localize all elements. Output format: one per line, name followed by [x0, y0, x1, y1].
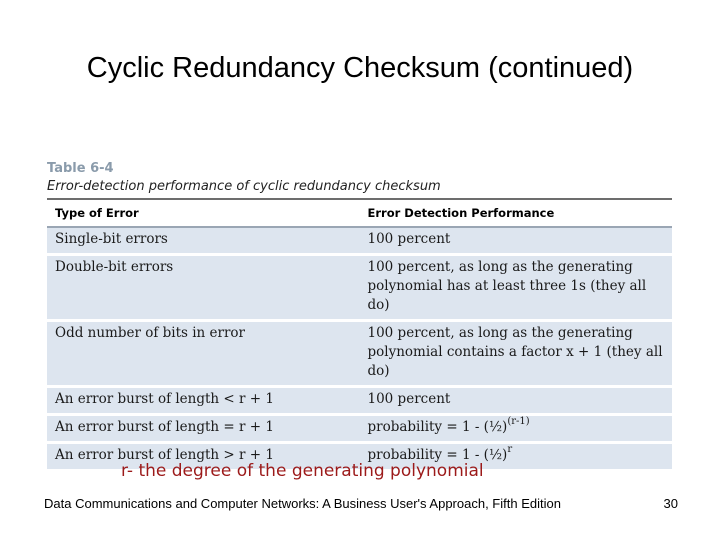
performance-cell — [360, 415, 673, 443]
slide-title: Cyclic Redundancy Checksum (continued) — [86, 52, 634, 84]
error-type-cell: Double-bit errors — [47, 255, 360, 321]
performance-text: probability = 1 - (½) — [367, 419, 508, 435]
performance-text: 100 percent — [367, 391, 451, 407]
table-row — [47, 415, 672, 443]
degree-note: r- the degree of the generating polynomial — [121, 461, 484, 481]
table-row — [47, 321, 672, 387]
header-detection-performance: Error Detection Performance — [360, 200, 673, 227]
error-type-cell: Single-bit errors — [47, 227, 360, 255]
table-row — [47, 387, 672, 415]
table-header-row — [47, 200, 672, 227]
error-type-cell: An error burst of length > r + 1 — [47, 443, 360, 471]
performance-text: 100 percent — [367, 231, 451, 247]
performance-text: probability = 1 - (½) — [367, 447, 508, 463]
table-row — [47, 255, 672, 321]
footer-text: Data Communications and Computer Networks: A Business User's Approach, Fifth Edition — [44, 496, 561, 511]
exponent: (r-1) — [507, 415, 530, 427]
performance-cell — [360, 255, 673, 321]
crc-table-figure — [47, 160, 672, 472]
error-type-cell: Odd number of bits in error — [47, 321, 360, 387]
page-number: 30 — [663, 496, 678, 511]
table-caption: Error-detection performance of cyclic redundancy checksum — [47, 179, 441, 194]
error-type-cell: An error burst of length < r + 1 — [47, 387, 360, 415]
performance-cell — [360, 227, 673, 255]
performance-cell — [360, 387, 673, 415]
error-detection-table — [47, 200, 672, 472]
performance-cell — [360, 321, 673, 387]
table-row — [47, 227, 672, 255]
performance-text: 100 percent, as long as the generating polynomial has at least three 1s (they all do) — [367, 259, 647, 313]
performance-text: 100 percent, as long as the generating polynomial contains a factor x + 1 (they all do) — [367, 325, 663, 379]
table-number: Table 6-4 — [47, 161, 114, 176]
header-type-of-error: Type of Error — [47, 200, 360, 227]
exponent: r — [507, 443, 513, 455]
error-type-cell: An error burst of length = r + 1 — [47, 415, 360, 443]
